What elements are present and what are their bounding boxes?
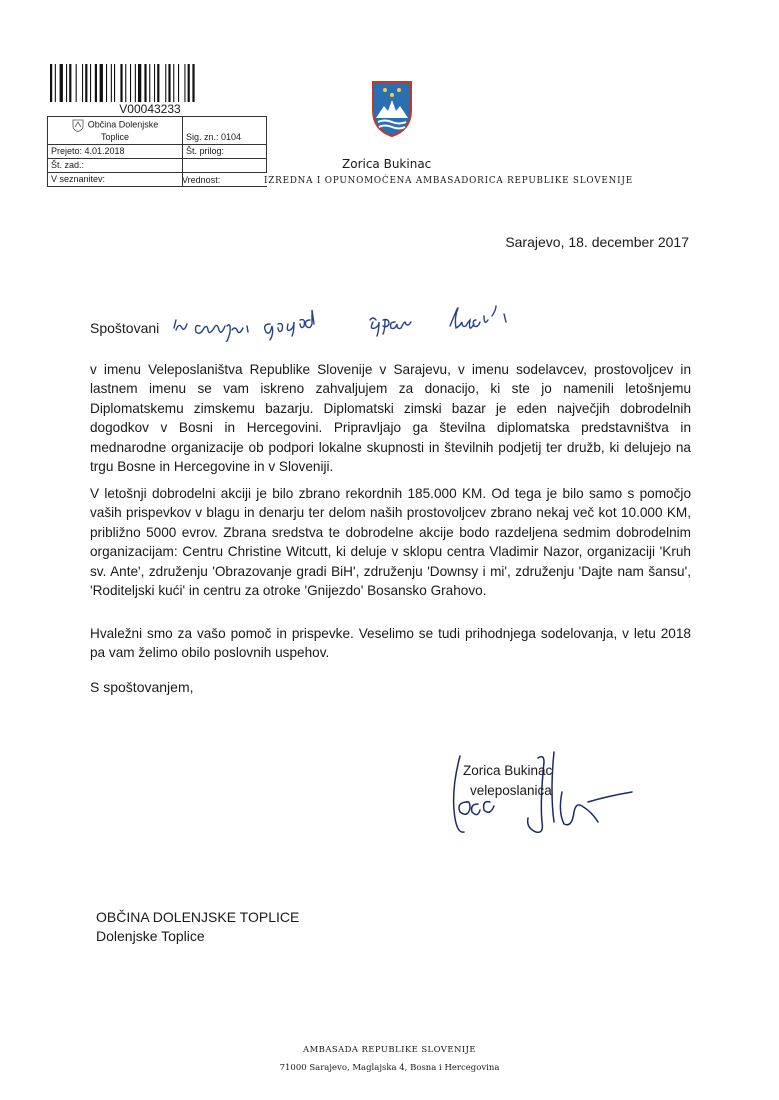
- handwritten-salutation: [170, 302, 540, 342]
- stamp-empty-cell: [183, 159, 267, 173]
- stamp-case-number: Št. zad.:: [48, 159, 183, 173]
- slovenia-coat-of-arms-icon: [370, 80, 414, 138]
- letter-date: Sarajevo, 18. december 2017: [505, 234, 689, 250]
- recipient-place: Dolenjske Toplice: [96, 928, 205, 944]
- stamp-received-date: Prejeto: 4.01.2018: [48, 145, 183, 159]
- stamp-org-line2: Toplice: [100, 132, 129, 142]
- recipient-name: OBČINA DOLENJSKE TOPLICE: [96, 909, 300, 925]
- stamp-org-line1: Občina Dolenjske: [87, 119, 159, 130]
- closing: S spoštovanjem,: [90, 679, 194, 695]
- body-paragraph-3: Hvaležni smo za vašo pomoč in prispevke. Veselimo se tudi prihodnjega sodelovanja, v letu 2018 pa vam želimo obilo poslovnih uspehov.: [90, 626, 691, 661]
- body-paragraph-1: v imenu Veleposlaništva Republike Slovenije v Sarajevu, v imenu sodelavcev, prostovoljcev in lastnem imenu se vam iskreno zahvaljujem za donacijo, ki ste jo namenili letošnjemu Diplomatskemu zimskemu bazarju. Diplomatski zimski bazar je eden največjih dobrodelnih dogodkov v Bosni in Hercegovini. Pripravljajo ga številna diplomatska predstavništva in mednarodne organizacije ob podpori lokalne skupnosti in številnih podjetij ter družb, ki delujejo na trgu Bosne in Hercegovine in v Sloveniji.: [90, 362, 691, 475]
- footer-embassy-name: AMBASADA REPUBLIKE SLOVENIJE: [303, 1045, 476, 1055]
- salutation: Spoštovani: [90, 320, 160, 336]
- stamp-value-label: Vrednost:: [182, 175, 221, 185]
- sender-name: Zorica Bukinac: [342, 157, 432, 171]
- body-paragraph-2: V letošnji dobrodelni akciji je bilo zbrano rekordnih 185.000 KM. Od tega je bilo samo s pomočjo vaših prispevkov v blagu in denarju ter delom naših prostovoljcev zbrano nekaj več kot 10.000 KM, približno 5000 evrov. Zbrana sredstva te dobrodelne akcije bodo razdeljena sedmim dobrodelnim organizacijam: Centru Christine Witcutt, ki deluje v sklopu centra Vladimir Nazor, organizaciji 'Kruh sv. Ante', združenju 'Obrazovanje gradi BiH', združenju 'Downsy i mi', združenju 'Dajte nam šansu', 'Roditeljski kući' in centru za otroke 'Gnijezdo' Bosansko Grahovo.: [90, 486, 691, 599]
- stamp-for-review: V seznanitev:: [48, 173, 183, 187]
- signer-role: veleposlanica: [470, 783, 552, 798]
- footer-address: 71000 Sarajevo, Maglajska 4, Bosna i Hercegovina: [279, 1063, 500, 1073]
- stamp-organization: [48, 117, 183, 145]
- stamp-attachments: Št. prilog:: [183, 145, 267, 159]
- sender-title: IZREDNA I OPUNOMOĆENA AMBASADORICA REPUBLIKE SLOVENIJE: [264, 176, 633, 186]
- municipality-crest-icon: [72, 118, 84, 132]
- barcode: [50, 64, 250, 102]
- registry-stamp: [47, 116, 267, 187]
- barcode-number: V00043233: [119, 102, 181, 116]
- stamp-signature-code: Sig. zn.: 0104: [183, 117, 267, 145]
- signer-name: Zorica Bukinac: [463, 763, 553, 778]
